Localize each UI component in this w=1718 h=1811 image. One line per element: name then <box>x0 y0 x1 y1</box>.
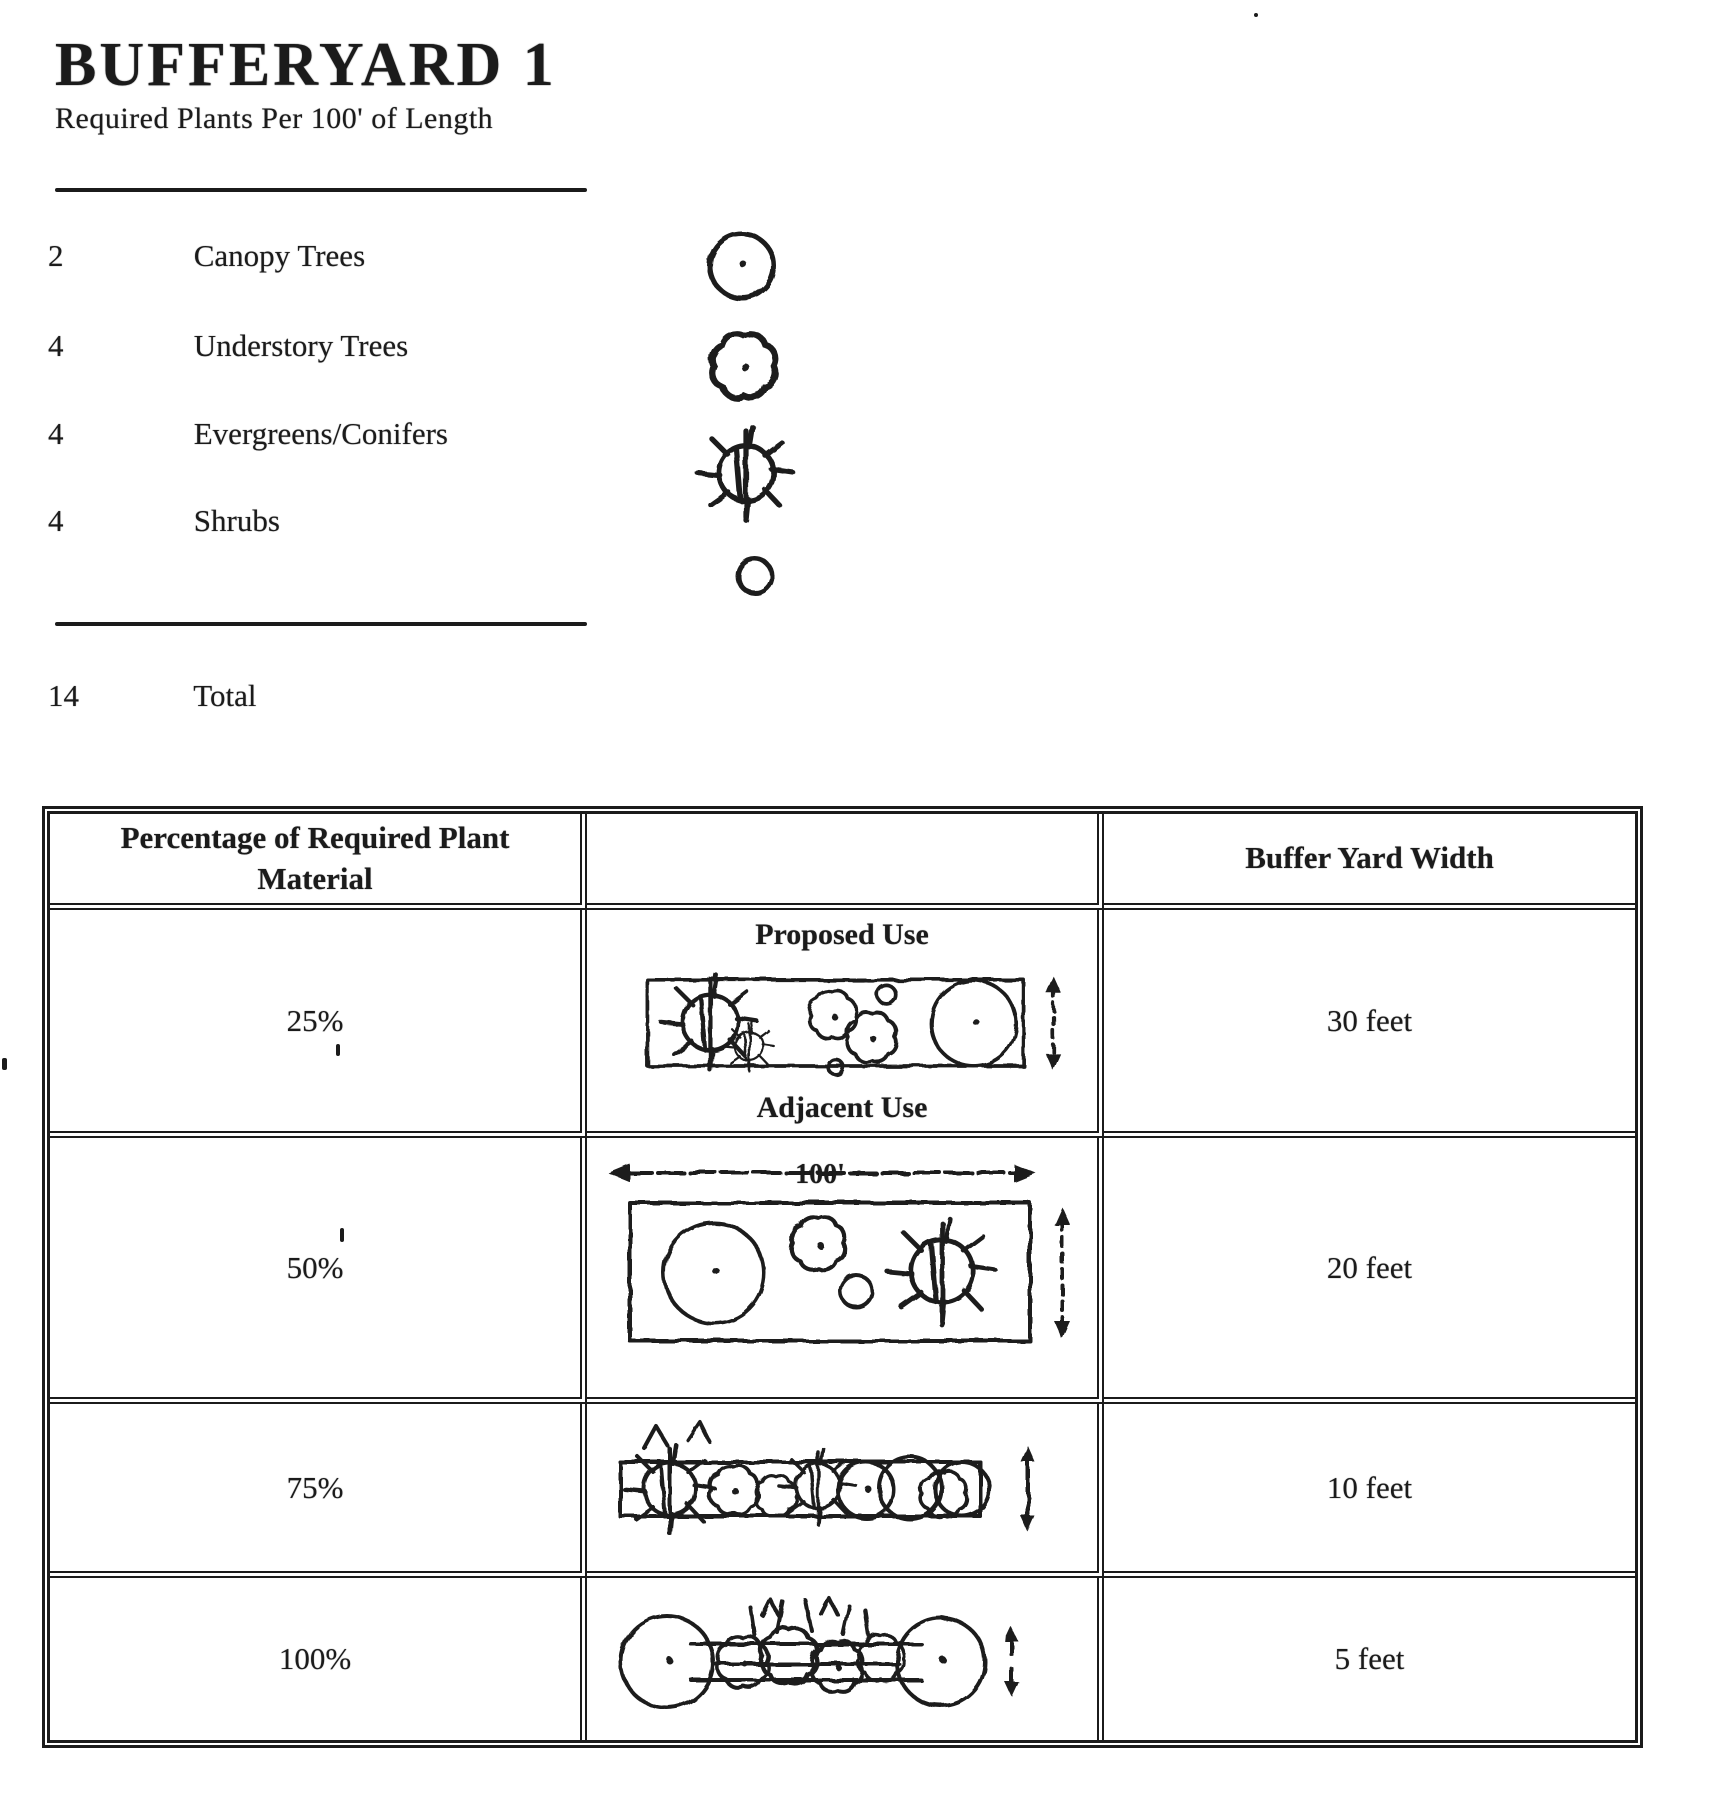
understory-tree-icon <box>704 328 784 406</box>
legend-label: Shrubs <box>193 503 280 538</box>
canopy-tree-icon <box>702 228 782 306</box>
width-cell-10ft: 10 feet <box>1104 1404 1635 1578</box>
legend-count: 4 <box>48 503 64 538</box>
illustration-cell-25 <box>587 910 1104 1138</box>
legend-item-understory-trees <box>48 328 588 364</box>
percentage-cell-50: 50% <box>50 1138 587 1404</box>
legend-count: 4 <box>48 328 64 363</box>
legend-item-shrubs <box>48 503 588 539</box>
width-arrow-icon <box>1004 1626 1018 1696</box>
divider-line-bottom <box>55 622 587 626</box>
scan-artifact <box>1254 13 1258 17</box>
page-title: BUFFERYARD 1 <box>55 31 557 99</box>
legend-label: Canopy Trees <box>193 238 366 273</box>
legend-total-label: Total <box>193 678 257 713</box>
width-cell-20ft: 20 feet <box>1104 1138 1635 1404</box>
buffer-illustration-50 <box>592 1147 1092 1389</box>
legend-count: 2 <box>48 238 64 273</box>
percentage-cell-100: 100% <box>50 1578 587 1740</box>
table-header-buffer-width: Buffer Yard Width <box>1104 814 1635 910</box>
width-cell-5ft: 5 feet <box>1334 1641 1405 1676</box>
evergreen-conifer-icon <box>684 416 808 532</box>
buffer-illustration-75 <box>592 1410 1092 1566</box>
proposed-use-label: Proposed Use <box>755 918 929 951</box>
adjacent-use-label: Adjacent Use <box>756 1091 928 1124</box>
percentage-cell-25: 25% <box>50 910 587 1138</box>
scan-artifact <box>336 1044 340 1056</box>
legend-total-count: 14 <box>48 678 79 713</box>
buffer-illustration-25 <box>592 952 1092 1091</box>
shrub-icon <box>726 550 784 604</box>
buffer-yard-table <box>42 806 1643 1748</box>
divider-line-top <box>55 188 587 192</box>
legend-label: Evergreens/Conifers <box>193 416 448 451</box>
illustration-cell-75 <box>587 1404 1104 1578</box>
table-header-illustration <box>587 814 1104 910</box>
legend-label: Understory Trees <box>193 328 409 363</box>
table-header-percentage: Percentage of Required Plant Material <box>50 814 587 910</box>
width-cell-30ft: 30 feet <box>1104 910 1635 1138</box>
legend-count: 4 <box>48 416 64 451</box>
buffer-illustration-100 <box>607 1578 1077 1740</box>
dimension-label: 100' <box>795 1158 845 1190</box>
width-arrow-icon <box>1054 1207 1070 1339</box>
percentage-cell-75: 75% <box>50 1404 587 1578</box>
page-subtitle: Required Plants Per 100' of Length <box>55 102 494 135</box>
width-arrow-icon <box>1046 976 1061 1071</box>
legend-total-row <box>48 678 588 714</box>
scan-artifact <box>2 1058 7 1070</box>
illustration-cell-50 <box>587 1138 1104 1404</box>
legend-item-canopy-trees <box>48 238 588 274</box>
scan-artifact <box>340 1228 344 1242</box>
illustration-cell-100 <box>587 1578 1104 1740</box>
legend-item-evergreens-conifers <box>48 416 588 452</box>
width-arrow-icon <box>1021 1446 1035 1532</box>
